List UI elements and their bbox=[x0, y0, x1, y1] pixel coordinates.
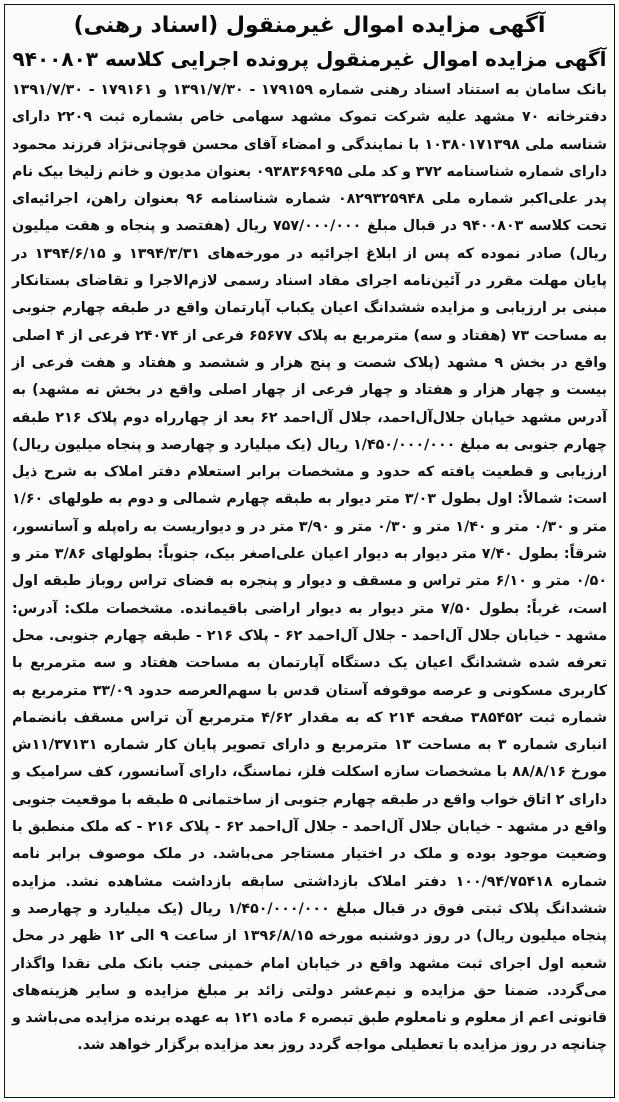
auction-notice bbox=[4, 4, 615, 1098]
notice-body: بانک سامان به استناد اسناد رهنی شماره ۱۷۹۱۵۹ - ۱۳۹۱/۷/۳۰ و ۱۷۹۱۶۱ - ۱۳۹۱/۷/۳۰ دفترخانه ۷۰ مشهد علیه شرکت تموک مشهد سهامی خاص بشماره ثبت ۲۲۰۹ دارای شناسه ملی ۱۰۳۸۰۱۷۱۳۹۸ با نمایندگی و امضاء آقای محسن قوچانی‌نژاد فرزند محمود دارای شماره شناسنامه ۳۷۲ و کد ملی ۰۹۳۸۳۶۹۶۹۵ بعنوان مدیون و خانم زلیخا بیک نام پدر علی‌اکبر شماره ملی ۰۸۲۹۳۲۵۹۴۸ شماره شناسنامه ۹۶ بعنوان راهن، اجرائیه‌ای تحت کلاسه ۹۴۰۰۸۰۳ در قبال مبلغ ۷۵۷/۰۰۰/۰۰۰ ریال (هفتصد و پنجاه و هفت میلیون ریال) صادر نموده که پس از ابلاغ اجرائیه در مورخه‌های ۱۳۹۴/۳/۳۱ و ۱۳۹۴/۶/۱۵ در پایان مهلت مقرر در آئین‌نامه اجرای مفاد اسناد رسمی لازم‌الاجرا و تقاضای بستانکار مبنی بر ارزیابی و مزایده ششدانگ اعیان یکباب آپارتمان واقع در طبقه چهارم جنوبی به مساحت ۷۳ (هفتاد و سه) مترمربع به پلاک ۶۵۶۷۷ فرعی از ۲۴۰۷۴ فرعی از ۴ اصلی واقع در بخش ۹ مشهد (پلاک شصت و پنج هزار و ششصد و هفتاد و هفت فرعی از بیست و چهار هزار و هفتاد و چهار فرعی از چهار اصلی واقع در بخش نه مشهد) به آدرس مشهد خیابان جلال‌آل‌احمد، جلال آل‌احمد ۶۲ بعد از چهارراه دوم پلاک ۲۱۶ طبقه چهارم جنوبی به مبلغ ۱/۴۵۰/۰۰۰/۰۰۰ ریال (یک میلیارد و چهارصد و پنجاه میلیون ریال) ارزیابی و قطعیت یافته که حدود و مشخصات برابر استعلام دفتر املاک به شرح ذیل است: شمالاً: اول بطول ۳/۰۳ متر دیوار به طبقه چهارم شمالی و دوم به طولهای ۱/۶۰ متر و ۰/۳۰ متر و ۱/۴۰ متر و ۰/۳۰ متر و ۳/۹۰ متر در و دیواریست به راه‌پله و آسانسور، شرقاً: بطول ۷/۴۰ متر دیوار به دیوار اعیان علی‌اصغر بیک، جنوباً: بطولهای ۳/۸۶ متر و ۰/۵۰ متر و ۶/۱۰ متر تراس و مسقف و دیوار و پنجره به فضای تراس روباز طبقه اول است، غرباً: بطول ۷/۵۰ متر دیوار به دیوار اراضی باقیمانده. مشخصات ملک: آدرس: مشهد - خیابان جلال آل‌احمد - جلال آل‌احمد ۶۲ - پلاک ۲۱۶ - طبقه چهارم جنوبی. محل تعرفه شده ششدانگ اعیان یک دستگاه آپارتمان به مساحت هفتاد و سه مترمربع با کاربری مسکونی و عرصه موقوفه آستان قدس با سهم‌العرصه حدود ۳۳/۰۹ مترمربع به شماره ثبت ۳۸۵۴۵۲ صفحه ۲۱۴ که به مقدار ۴/۶۲ مترمربع آن تراس مسقف بانضمام انباری شماره ۳ به مساحت ۱۳ مترمربع و دارای تصویر پایان کار شماره ۱۱/۳۷۱۳۱ش مورخ ۸۸/۸/۱۶ با مشخصات سازه اسکلت فلز، نماسنگ، دارای آسانسور، کف سرامیک و دارای ۲ اتاق خواب واقع در طبقه چهارم جنوبی از ساختمانی ۵ طبقه با موقعیت جنوبی واقع در مشهد - خیابان جلال آل‌احمد - جلال آل‌احمد ۶۲ - پلاک ۲۱۶ - که ملک منطبق با وضعیت موجود بوده و ملک در اختیار مستاجر می‌باشد. در ملک موصوف برابر نامه شماره ۱۰۰/۹۴/۷۵۴۱۸ دفتر املاک بازداشتی سابقه بازداشت مشاهده نشد. مزایده ششدانگ پلاک ثبتی فوق در قبال مبلغ ۱/۴۵۰/۰۰۰/۰۰۰ ریال (یک میلیارد و چهارصد و پنجاه میلیون ریال) در روز دوشنبه مورخه ۱۳۹۶/۸/۱۵ از ساعت ۹ الی ۱۲ ظهر در محل شعبه اول اجرای ثبت مشهد واقع در خیابان امام خمینی جنب بانک ملی نقدا واگذار می‌گردد. ضمنا حق مزایده و نیم‌عشر دولتی زائد بر مبلغ مزایده و سایر هزینه‌های قانونی اعم از معلوم و نامعلوم طبق تبصره ۶ ماده ۱۲۱ به عهده برنده مزایده می‌باشد و چنانچه در روز مزایده با تعطیلی مواجه گردد روز بعد مزایده برگزار خواهد شد. bbox=[12, 82, 608, 1054]
notice-subtitle: آگهی مزایده اموال غیرمنقول پرونده اجرایی کلاسه ۹۴۰۰۸۰۳ bbox=[12, 47, 607, 71]
notice-title: آگهی مزایده اموال غیرمنقول (اسناد رهنی) bbox=[73, 13, 546, 38]
